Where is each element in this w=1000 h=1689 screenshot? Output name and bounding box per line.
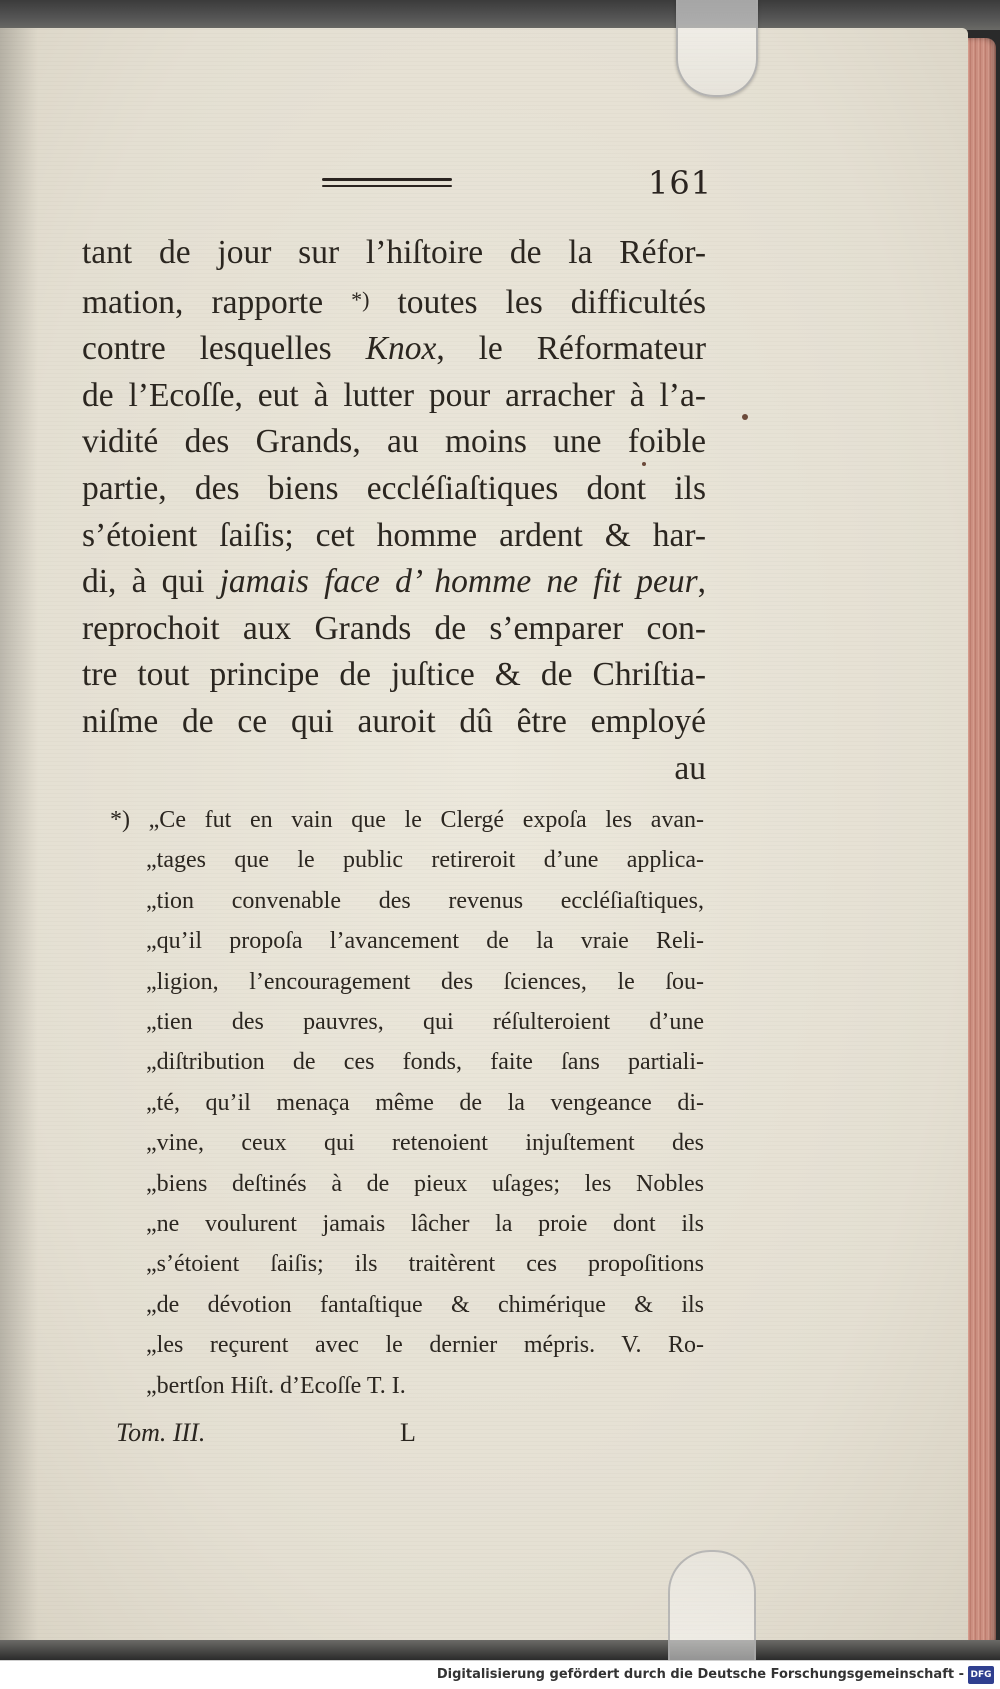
book-bottom-edge [0, 1640, 1000, 1660]
text-line: partie, des biens eccléſiaſtiques dont ils [82, 469, 706, 507]
text-line: di, à qui jamais face d’ homme ne fit peur, [82, 563, 706, 601]
footnote-line: *) „Ce fut en vain que le Clergé expoſa les avan- [110, 807, 704, 833]
signature-line [116, 1418, 456, 1448]
ink-spot [642, 462, 646, 466]
footnote-line: „les reçurent avec le dernier mépris. V. Ro- [146, 1332, 704, 1359]
text-line: de l’Ecoſſe, eut à lutter pour arracher à l’a- [82, 376, 706, 414]
footnote-line: „s’étoient ſaiſis; ils traitèrent ces propoſitions [146, 1251, 704, 1278]
page-number: 161 [648, 164, 713, 202]
text-line: tant de jour sur l’hiſtoire de la Réfor- [82, 234, 706, 271]
footnote-line: „de dévotion fantaſtique & chimérique & ils [146, 1291, 704, 1318]
italic-name: Knox [365, 330, 437, 368]
footnote-line: „diſtribution de ces fonds, faite ſans partiali- [146, 1049, 704, 1076]
catchword: au [674, 749, 706, 787]
book-clip-bottom-icon [668, 1550, 756, 1662]
dfg-logo-icon: DFG [968, 1666, 994, 1684]
text-line: reprochoit aux Grands de s’emparer con- [82, 609, 706, 647]
ornament-rule [322, 178, 452, 181]
footnote-line: „ne voulurent jamais lâcher la proie dont ils [146, 1211, 704, 1238]
book-clip-top-icon [676, 0, 758, 97]
ornament-rule [322, 185, 452, 187]
gutter-shadow [0, 28, 38, 1646]
footnote-line: „bertſon Hiſt. d’Ecoſſe T. I. [146, 1372, 406, 1399]
text-line: mation, rapporte *) toutes les difficultés [82, 283, 706, 321]
ink-spot [742, 414, 748, 420]
text-line: s’étoient ſaiſis; cet homme ardent & har- [82, 516, 706, 554]
digitization-footer [0, 1660, 1000, 1689]
footnote-marker: *) [351, 286, 370, 312]
volume-signature: Tom. III. [116, 1418, 206, 1447]
book-top-edge [0, 0, 1000, 30]
text-line: contre lesquelles Knox, le Réformateur [82, 330, 706, 368]
footnote-line: „tien des pauvres, qui réſulteroient d’une [146, 1009, 704, 1036]
text-line: vidité des Grands, au moins une foible [82, 423, 706, 461]
text-line: niſme de ce qui auroit dû être employé [82, 702, 706, 740]
footnote-line: „qu’il propoſa l’avancement de la vraie Reli- [146, 928, 704, 955]
footnote [110, 800, 704, 1406]
funding-credit: Digitalisierung gefördert durch die Deutsche Forschungsgemeinschaft - [436, 1667, 964, 1682]
footnote-line: „tion convenable des revenus eccléſiaſtiques, [146, 887, 704, 914]
footnote-line: „vine, ceux qui retenoient injuſtement des [146, 1130, 704, 1157]
footnote-line: „tages que le public retireroit d’une applica- [146, 847, 704, 874]
footnote-line: „biens deſtinés à de pieux uſages; les Nobles [146, 1170, 704, 1197]
gathering-signature: L [400, 1418, 416, 1447]
footnote-line: „té, qu’il menaça même de la vengeance di- [146, 1089, 704, 1116]
main-text [82, 230, 706, 792]
footnote-line: „ligion, l’encouragement des ſciences, le ſou- [146, 968, 704, 995]
text-line: tre tout principe de juſtice & de Chriſtia- [82, 656, 706, 694]
italic-quote: jamais face d’ homme ne fit peur [219, 563, 698, 601]
running-head-ornament [322, 178, 452, 192]
